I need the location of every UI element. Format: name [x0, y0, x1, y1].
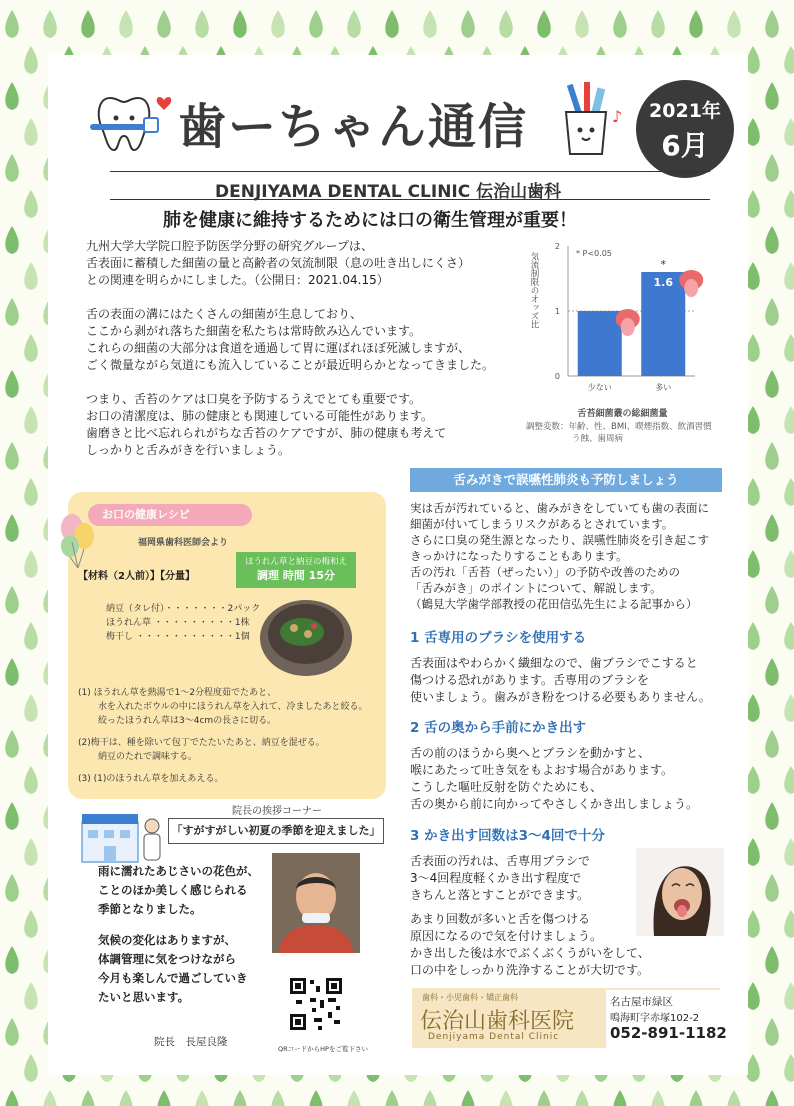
raindrop-shape — [784, 550, 794, 578]
raindrop-shape — [746, 694, 760, 722]
raindrop-shape — [24, 694, 38, 722]
recipe-dish-label — [236, 552, 356, 588]
raindrop-shape — [5, 514, 19, 542]
recipe-card — [68, 492, 386, 799]
chart-footnote: 調整変数：年齢、性、BMI、喫煙指数、飲酒習慣 — [526, 422, 712, 432]
director-corner-label: 院長の挨拶コーナー — [232, 806, 322, 817]
tongue-section-line: 使いましょう。歯みがき粉をつける必要もありません。 — [410, 690, 711, 704]
greeting-line: 雨に濡れたあじさいの花色が、 — [98, 864, 259, 878]
raindrop-shape — [746, 550, 760, 578]
raindrop-shape — [746, 334, 760, 362]
chart-xlabel: 舌苔細菌叢の総細菌量 — [577, 409, 668, 419]
raindrop-shape — [575, 10, 589, 38]
recipe-ingredient: 梅干し ・・・・・・・・・・・1個 — [106, 632, 250, 642]
raindrop-shape — [746, 118, 760, 146]
svg-text:♪: ♪ — [612, 107, 623, 126]
greeting-line: ことのほか美しく感じられる — [98, 883, 248, 897]
recipe-source: 福岡県歯科医師会より — [138, 538, 229, 548]
raindrop-shape — [5, 802, 19, 830]
odds-ratio-chart — [520, 236, 725, 444]
recipe-dish-name: ほうれん草と納豆の梅和え — [244, 557, 347, 567]
raindrop-shape — [499, 1090, 513, 1106]
chart-y-tick: 2 — [554, 242, 560, 251]
raindrop-shape — [727, 10, 741, 38]
raindrop-shape — [765, 442, 779, 470]
tongue-section-line: かき出した後は水でぶくぶくうがいをして、 — [410, 946, 650, 960]
greeting-line: 気候の変化はありますが、 — [98, 933, 236, 947]
raindrop-shape — [24, 118, 38, 146]
tongue-icon — [621, 318, 635, 336]
recipe-step: 絞ったほうれん草は3～4cmの長さに切る。 — [98, 716, 277, 726]
qr-caption: QRコードからHPをご覧下さい — [278, 1045, 368, 1053]
woman-tongue-photo — [636, 848, 724, 936]
raindrop-shape — [765, 10, 779, 38]
raindrop-shape — [784, 406, 794, 434]
tongue-icon — [684, 279, 698, 297]
chart-legend-note: * P<0.05 — [576, 249, 612, 258]
raindrop-shape — [5, 586, 19, 614]
raindrop-shape — [233, 1090, 247, 1106]
raindrop-shape — [24, 46, 38, 74]
tongue-section-line: 舌表面の汚れは、舌専用ブラシで — [410, 854, 591, 868]
raindrop-shape — [81, 1090, 95, 1106]
article-line: との関連を明らかにしました。（公開日：2021.04.15） — [86, 273, 389, 287]
raindrop-shape — [461, 1090, 475, 1106]
tongue-section-line: 喉にあたって吐き気をもよおす場合があります。 — [410, 763, 674, 777]
article-headline: 肺を健康に維持するためには口の衛生管理が重要！ — [163, 210, 577, 231]
raindrop-shape — [746, 838, 760, 866]
raindrop-shape — [5, 730, 19, 758]
raindrop-shape — [119, 1090, 133, 1106]
raindrop-shape — [765, 370, 779, 398]
raindrop-shape — [81, 10, 95, 38]
clinic-name-en: Denjiyama Dental Clinic — [428, 1032, 560, 1042]
article-line: しっかりと舌みがきを行いましょう。 — [86, 443, 291, 457]
raindrop-shape — [746, 982, 760, 1010]
raindrop-shape — [765, 658, 779, 686]
raindrop-shape — [385, 1090, 399, 1106]
qr-code-icon — [288, 976, 344, 1032]
article-line: ここから剥がれ落ちた細菌を私たちは常時飲み込んでいます。 — [86, 324, 422, 338]
raindrop-shape — [24, 334, 38, 362]
raindrop-shape — [727, 1090, 741, 1106]
clinic-sign-text: DENTAL CLINIC — [86, 810, 133, 816]
raindrop-shape — [5, 1018, 19, 1046]
article-line: 舌表面に蓄積した細菌の量と高齢者の気流制限（息の吐き出しにくさ） — [86, 256, 471, 270]
raindrop-shape — [43, 1090, 57, 1106]
raindrop-shape — [5, 1090, 19, 1106]
tongue-section-line: こうした嘔吐反射を防ぐためにも、 — [410, 780, 603, 794]
chart-x-tick: 多い — [655, 383, 672, 392]
greeting-line: 体調管理に気をつけながら — [98, 952, 236, 966]
raindrop-shape — [746, 1054, 760, 1082]
raindrop-shape — [24, 766, 38, 794]
chart-y-tick: 0 — [554, 372, 560, 381]
clinic-info-box — [412, 988, 727, 1048]
raindrop-shape — [784, 766, 794, 794]
raindrop-shape — [746, 478, 760, 506]
tongue-intro-line: 舌の汚れ「舌苔（ぜったい）」の予防や改善のための — [410, 565, 681, 579]
raindrop-shape — [765, 154, 779, 182]
tongue-section-heading: 3 かき出す回数は3～4回で十分 — [410, 828, 605, 844]
raindrop-shape — [157, 10, 171, 38]
raindrop-shape — [347, 10, 361, 38]
clinic-address-1: 名古屋市緑区 — [610, 996, 673, 1008]
raindrop-shape — [423, 1090, 437, 1106]
director-corner-title: 「すがすがしい初夏の季節を迎えました」 — [168, 818, 384, 844]
tongue-intro-line: 細菌が付いてしまうリスクがあるとされています。 — [410, 517, 674, 531]
raindrop-shape — [5, 946, 19, 974]
raindrop-shape — [784, 910, 794, 938]
raindrop-shape — [24, 550, 38, 578]
tongue-section-line: あまり回数が多いと舌を傷つける — [410, 912, 591, 926]
raindrop-shape — [765, 1090, 779, 1106]
raindrop-shape — [689, 1090, 703, 1106]
raindrop-shape — [765, 82, 779, 110]
recipe-step: 水を入れたボウルの中にほうれん草を入れて、冷ましたあと絞る。 — [98, 702, 368, 712]
recipe-ingredient: ほうれん草 ・・・・・・・・・1株 — [106, 618, 250, 628]
recipe-time: 調理 時間 15分 — [257, 569, 335, 582]
recipe-ingredient: 納豆（タレ付）・・・・・・・2パック — [106, 604, 261, 614]
raindrop-shape — [746, 46, 760, 74]
tongue-intro-line: 実は舌が汚れていると、歯みがきをしていても歯の表面に — [410, 501, 709, 515]
raindrop-shape — [651, 10, 665, 38]
tongue-section-heading: 1 舌専用のブラシを使用する — [410, 630, 587, 646]
article-line: ごく微量ながら気道にも流入していることが最近明らかとなってきました。 — [86, 358, 495, 372]
raindrop-shape — [499, 10, 513, 38]
raindrop-shape — [24, 838, 38, 866]
raindrop-shape — [784, 982, 794, 1010]
article-line: 歯磨きと比べ忘れられがちな舌苔のケアですが、肺の健康も考えて — [86, 426, 447, 440]
recipe-title: お口の健康レシピ — [88, 504, 252, 526]
raindrop-shape — [537, 1090, 551, 1106]
recipe-materials-heading: 【材料（2人前）】【分量】 — [78, 571, 195, 582]
tongue-intro-line: 「舌みがき」のポイントについて、解説します。 — [410, 581, 662, 595]
raindrop-shape — [746, 622, 760, 650]
raindrop-shape — [746, 406, 760, 434]
chart-footnote: う蝕、歯周病 — [572, 434, 624, 444]
tongue-section-banner: 舌みがきで誤嚥性肺炎も予防しましょう — [410, 468, 722, 492]
header-divider-bottom — [110, 199, 710, 200]
raindrop-shape — [309, 1090, 323, 1106]
raindrop-shape — [271, 10, 285, 38]
raindrop-shape — [784, 118, 794, 146]
director-portrait — [272, 853, 360, 953]
greeting-line: たいと思います。 — [98, 990, 190, 1004]
raindrop-shape — [651, 1090, 665, 1106]
director-signature: 院長 長屋良隆 — [154, 1036, 228, 1048]
raindrop-shape — [746, 910, 760, 938]
raindrop-shape — [784, 46, 794, 74]
tongue-section-line: 傷つける恐れがあります。舌専用のブラシを — [410, 673, 650, 687]
raindrop-shape — [784, 694, 794, 722]
raindrop-shape — [765, 514, 779, 542]
raindrop-shape — [24, 910, 38, 938]
raindrop-shape — [746, 766, 760, 794]
raindrop-shape — [765, 802, 779, 830]
chart-bar — [578, 311, 622, 376]
raindrop-shape — [784, 622, 794, 650]
article-line: つまり、舌苔のケアは口臭を予防するうえでとても重要です。 — [86, 392, 422, 406]
raindrop-shape — [119, 10, 133, 38]
raindrop-shape — [765, 586, 779, 614]
raindrop-shape — [347, 1090, 361, 1106]
raindrop-shape — [24, 982, 38, 1010]
toothbrush-cup-icon — [550, 78, 630, 160]
raindrop-shape — [613, 10, 627, 38]
raindrop-shape — [43, 10, 57, 38]
tongue-section-line: 口の中をしっかり洗浄することが大切です。 — [410, 963, 650, 977]
clinic-phone: 052-891-1182 — [610, 1024, 727, 1042]
tongue-section-line: 原因になるので気を付けましょう。 — [410, 929, 603, 943]
raindrop-shape — [385, 10, 399, 38]
raindrop-shape — [5, 82, 19, 110]
raindrop-shape — [5, 874, 19, 902]
raindrop-shape — [24, 622, 38, 650]
raindrop-shape — [5, 658, 19, 686]
header-divider-top — [110, 171, 710, 172]
raindrop-shape — [784, 478, 794, 506]
greeting-line: 季節となりました。 — [98, 902, 202, 916]
tongue-intro-line: さらに口臭の発生源となったり、誤嚥性肺炎を引き起こす — [410, 533, 709, 547]
issue-month: 6月 — [661, 129, 709, 162]
clinic-address-2: 鳴海町字赤塚102-2 — [610, 1013, 700, 1024]
tongue-section-line: 舌の奥から前に向かってやさしくかき出しましょう。 — [410, 797, 699, 811]
raindrop-shape — [5, 442, 19, 470]
raindrop-shape — [765, 874, 779, 902]
article-line: 九州大学大学院口腔予防医学分野の研究グループは、 — [86, 239, 374, 253]
greeting-line: 今月も楽しんで過ごしていき — [98, 971, 248, 985]
raindrop-shape — [765, 946, 779, 974]
recipe-step: (1) ほうれん草を熱湯で1～2分程度茹でたあと、 — [78, 688, 277, 698]
raindrop-shape — [233, 10, 247, 38]
raindrop-shape — [784, 1054, 794, 1082]
raindrop-shape — [5, 226, 19, 254]
tongue-section-line: 舌の前のほうから奥へとブラシを動かすと、 — [410, 746, 651, 760]
tongue-intro-line: きっかけになったりすることもあります。 — [410, 549, 628, 563]
tongue-section-heading: 2 舌の奥から手前にかき出す — [410, 720, 587, 736]
raindrop-shape — [5, 154, 19, 182]
raindrop-shape — [575, 1090, 589, 1106]
issue-year: 2021年 — [649, 100, 721, 122]
raindrop-shape — [765, 1018, 779, 1046]
recipe-step: 納豆のたれで調味する。 — [98, 752, 198, 762]
raindrop-shape — [423, 10, 437, 38]
raindrop-shape — [5, 370, 19, 398]
chart-y-tick: 1 — [554, 307, 560, 316]
chart-data-label: 1.6 — [653, 276, 673, 289]
raindrop-shape — [24, 478, 38, 506]
article-line: 舌の表面の溝にはたくさんの細菌が生息しており、 — [86, 307, 363, 321]
raindrop-shape — [746, 262, 760, 290]
raindrop-shape — [5, 10, 19, 38]
chart-ylabel: 気流制限のオッズ比 — [529, 252, 539, 329]
raindrop-shape — [537, 10, 551, 38]
raindrop-shape — [24, 1054, 38, 1082]
chart-plot — [520, 236, 725, 392]
raindrop-shape — [157, 1090, 171, 1106]
chart-x-tick: 少ない — [587, 383, 612, 392]
clinic-name-jp: 伝治山歯科医院 — [420, 1009, 575, 1034]
raindrop-shape — [765, 226, 779, 254]
tongue-section-line: きちんと落とすことができます。 — [410, 888, 590, 902]
chart-significance-mark: * — [660, 258, 666, 271]
dental-clinic-building-icon — [78, 808, 168, 864]
raindrop-shape — [195, 10, 209, 38]
raindrop-shape — [689, 10, 703, 38]
raindrop-shape — [784, 334, 794, 362]
raindrop-shape — [784, 838, 794, 866]
raindrop-shape — [765, 730, 779, 758]
article-line: お口の清潔度は、肺の健康とも関連している可能性があります。 — [86, 409, 434, 423]
raindrop-shape — [309, 10, 323, 38]
raindrop-shape — [24, 406, 38, 434]
raindrop-shape — [746, 190, 760, 218]
issue-date-badge — [636, 80, 734, 178]
raindrop-shape — [784, 190, 794, 218]
raindrop-shape — [461, 10, 475, 38]
tongue-intro-line: （鶴見大学歯学部教授の花田信弘先生による記事から） — [410, 597, 698, 611]
raindrop-shape — [271, 1090, 285, 1106]
raindrop-shape — [5, 298, 19, 326]
recipe-step: (2)梅干は、種を除いて包丁でたたいたあと、納豆を混ぜる。 — [78, 738, 325, 748]
article-line: これらの細菌の大部分は食道を通過して胃に運ばれほぼ死滅しますが、 — [86, 341, 471, 355]
raindrop-shape — [613, 1090, 627, 1106]
tongue-section-line: 3～4回程度軽くかき出す程度で — [410, 871, 582, 885]
recipe-step: (3) (1)のほうれん草を加えあえる。 — [78, 774, 224, 784]
raindrop-shape — [195, 1090, 209, 1106]
raindrop-shape — [24, 262, 38, 290]
dish-photo — [258, 594, 354, 678]
raindrop-shape — [24, 190, 38, 218]
clinic-line: DENJIYAMA DENTAL CLINIC 伝治山歯科 — [215, 182, 562, 202]
clinic-tagline: 歯科・小児歯科・矯正歯科 — [422, 993, 518, 1002]
tongue-section-line: 舌表面はやわらかく繊細なので、歯ブラシでこすると — [410, 656, 698, 670]
tooth-mascot-icon — [88, 88, 178, 158]
raindrop-shape — [765, 298, 779, 326]
newsletter-title: 歯ーちゃん通信 — [178, 99, 529, 155]
raindrop-shape — [784, 262, 794, 290]
